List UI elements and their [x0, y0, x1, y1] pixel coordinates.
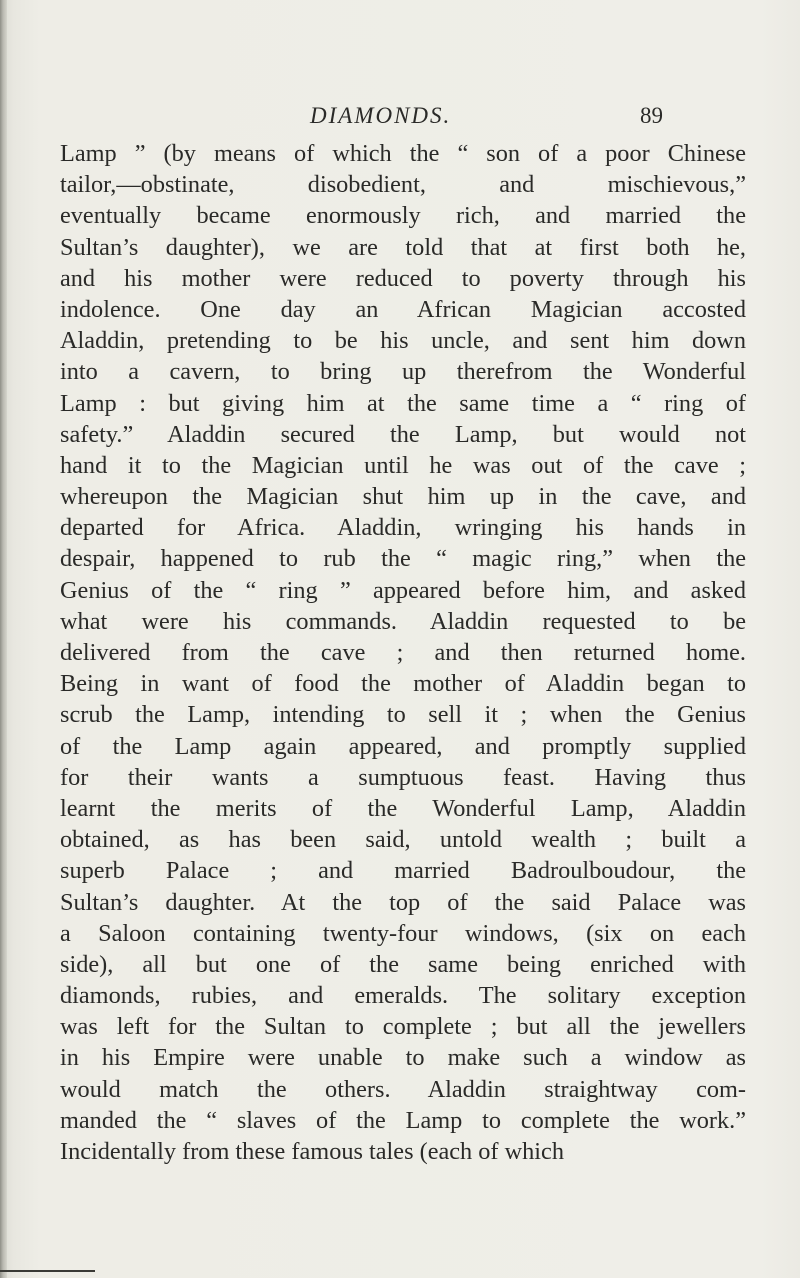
- text-line: scrub the Lamp, intending to sell it ; when the Genius: [60, 701, 746, 729]
- page-header: [0, 103, 800, 133]
- text-line: despair, happened to rub the “ magic ring,” when the: [60, 545, 746, 573]
- running-title: DIAMONDS.: [310, 103, 452, 128]
- text-line: tailor,—obstinate, disobedient, and mischievous,”: [60, 171, 746, 199]
- text-line: hand it to the Magician until he was out of the cave ;: [60, 451, 746, 479]
- text-line: what were his commands. Aladdin requested to be: [60, 607, 746, 635]
- text-line: a Saloon containing twenty-four windows, (six on each: [60, 919, 746, 947]
- text-line: for their wants a sumptuous feast. Having thus: [60, 763, 746, 791]
- text-line: was left for the Sultan to complete ; but all the jewellers: [60, 1013, 746, 1041]
- text-line: whereupon the Magician shut him up in the cave, and: [60, 483, 746, 511]
- text-line: would match the others. Aladdin straightway com-: [60, 1075, 746, 1103]
- text-line: Lamp : but giving him at the same time a “ ring of: [60, 389, 746, 417]
- text-line: Genius of the “ ring ” appeared before him, and asked: [60, 576, 746, 604]
- text-line: Sultan’s daughter), we are told that at first both he,: [60, 233, 746, 261]
- text-line: Aladdin, pretending to be his uncle, and sent him down: [60, 327, 746, 355]
- text-line: superb Palace ; and married Badroulboudour, the: [60, 857, 746, 885]
- text-line: manded the “ slaves of the Lamp to complete the work.”: [60, 1106, 746, 1134]
- text-line: Lamp ” (by means of which the “ son of a poor Chinese: [60, 140, 746, 167]
- text-line: into a cavern, to bring up therefrom the Wonderful: [60, 358, 746, 386]
- text-line: departed for Africa. Aladdin, wringing his hands in: [60, 514, 746, 542]
- text-line: safety.” Aladdin secured the Lamp, but would not: [60, 420, 746, 448]
- text-line: of the Lamp again appeared, and promptly supplied: [60, 732, 746, 760]
- text-line: obtained, as has been said, untold wealth ; built a: [60, 826, 746, 854]
- text-line: and his mother were reduced to poverty through his: [60, 264, 746, 292]
- text-line: Sultan’s daughter. At the top of the said Palace was: [60, 888, 746, 916]
- body-text: [60, 138, 746, 1167]
- text-line: delivered from the cave ; and then returned home.: [60, 639, 746, 666]
- page-bottom-edge: [0, 1270, 95, 1272]
- text-line: eventually became enormously rich, and married the: [60, 202, 746, 230]
- text-line: indolence. One day an African Magician accosted: [60, 295, 746, 323]
- text-line: learnt the merits of the Wonderful Lamp, Aladdin: [60, 794, 746, 822]
- text-line: Incidentally from these famous tales (each of which: [60, 1138, 564, 1165]
- text-line: side), all but one of the same being enriched with: [60, 950, 746, 978]
- text-line: in his Empire were unable to make such a window as: [60, 1044, 746, 1072]
- text-line: Being in want of food the mother of Aladdin began to: [60, 670, 746, 698]
- text-line: diamonds, rubies, and emeralds. The solitary exception: [60, 982, 746, 1010]
- page-gutter-shadow: [0, 0, 7, 1278]
- page-number: 89: [640, 103, 663, 128]
